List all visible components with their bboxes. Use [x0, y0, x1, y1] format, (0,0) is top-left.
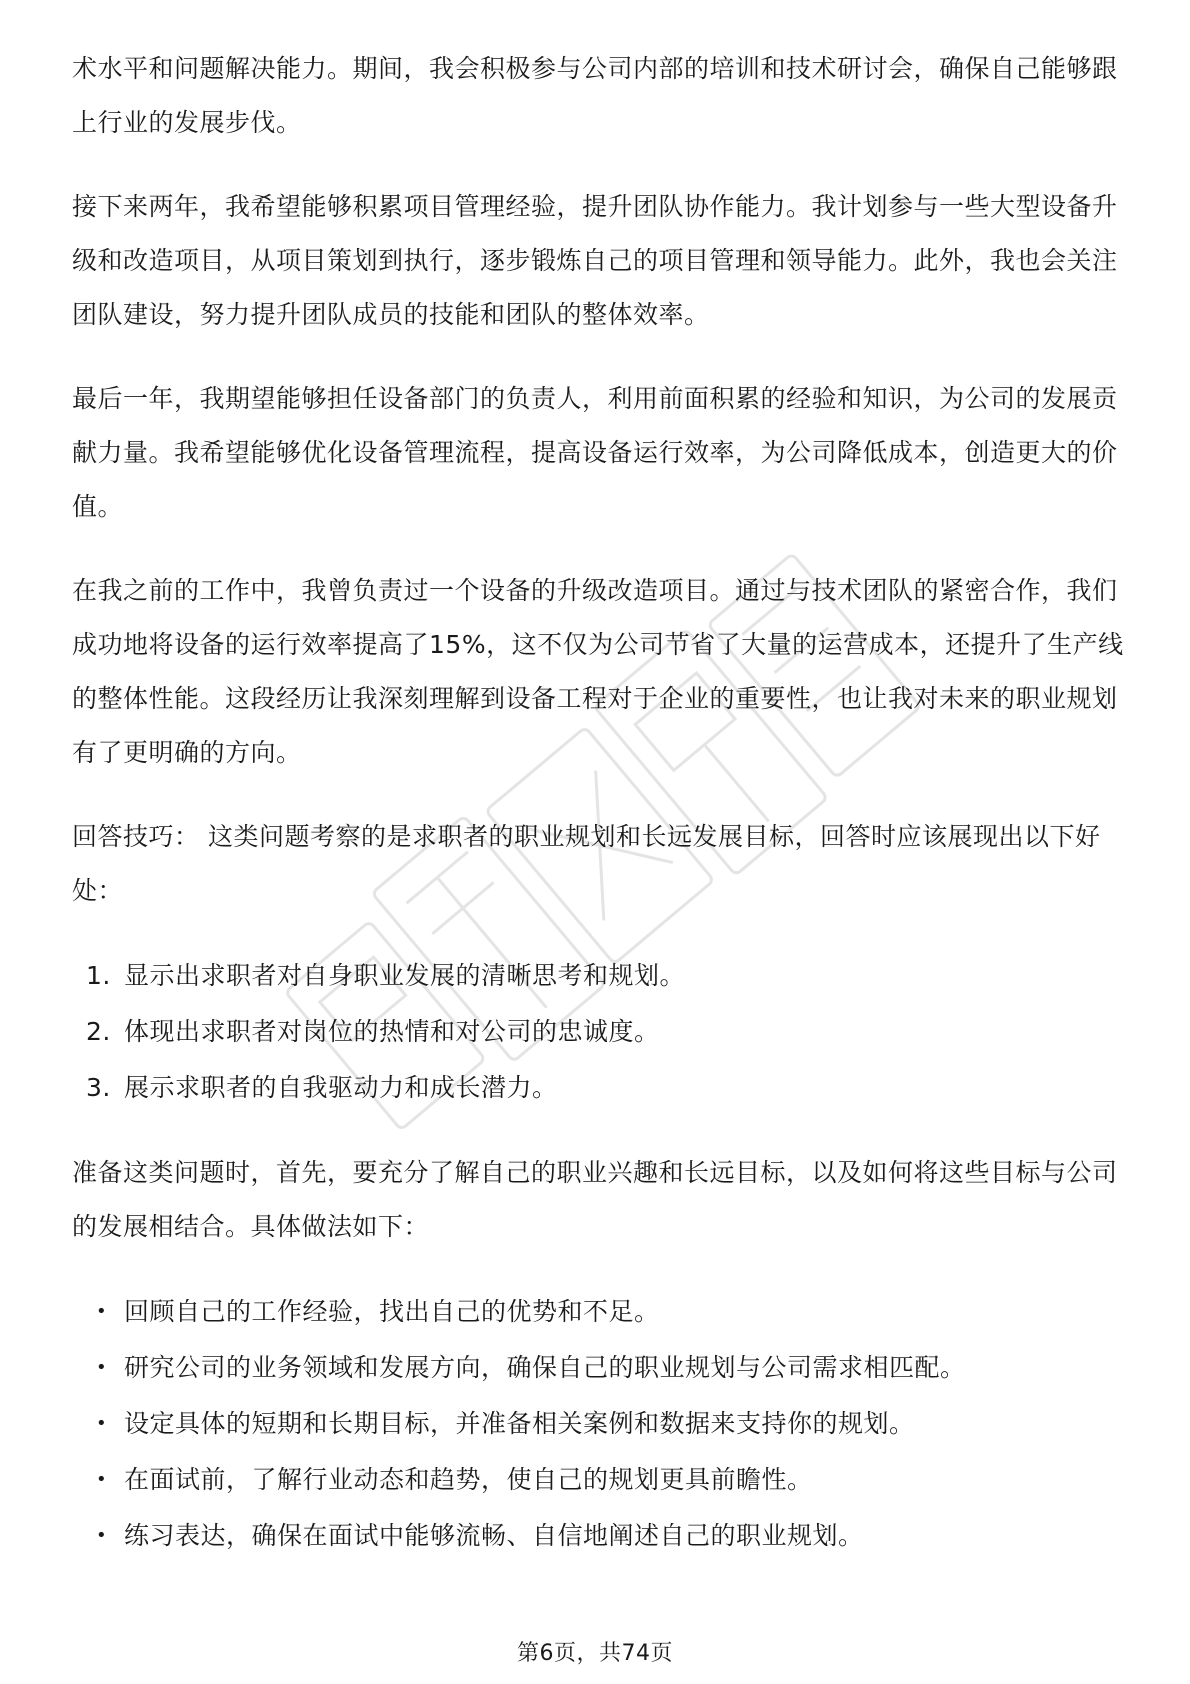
list-item-text: 设定具体的短期和长期目标，并准备相关案例和数据来支持你的规划。: [124, 1409, 915, 1438]
answer-tips-paragraph: 回答技巧： 这类问题考察的是求职者的职业规划和长远发展目标，回答时应该展现出以下好处：: [72, 822, 1101, 905]
numbered-list: [72, 948, 1128, 1116]
paragraph: 准备这类问题时，首先，要充分了解自己的职业兴趣和长远目标，以及如何将这些目标与公司的发展相结合。具体做法如下：: [72, 1158, 1118, 1241]
list-item: [72, 1452, 1128, 1508]
list-item-text: 在面试前，了解行业动态和趋势，使自己的规划更具前瞻性。: [124, 1465, 813, 1494]
bullet-icon: •: [96, 1525, 108, 1546]
bullet-icon: •: [96, 1357, 108, 1378]
list-item-text: 展示求职者的自我驱动力和成长潜力。: [124, 1073, 558, 1102]
paragraph: 术水平和问题解决能力。期间，我会积极参与公司内部的培训和技术研讨会，确保自己能够跟上行业的发展步伐。: [72, 54, 1118, 137]
paragraph: 接下来两年，我希望能够积累项目管理经验，提升团队协作能力。我计划参与一些大型设备升级和改造项目，从项目策划到执行，逐步锻炼自己的项目管理和领导能力。此外，我也会关注团队建设，努力提升团队成员的技能和团队的整体效率。: [72, 192, 1118, 329]
bullet-icon: •: [96, 1469, 108, 1490]
list-item-text: 体现出求职者对岗位的热情和对公司的忠诚度。: [124, 1017, 660, 1046]
page-content: [72, 42, 1128, 1594]
list-item: [72, 1396, 1128, 1452]
bullet-icon: •: [96, 1301, 108, 1322]
list-number: 3.: [86, 1073, 111, 1102]
paragraph: 最后一年，我期望能够担任设备部门的负责人，利用前面积累的经验和知识，为公司的发展贡献力量。我希望能够优化设备管理流程，提高设备运行效率，为公司降低成本，创造更大的价值。: [72, 384, 1118, 521]
page-number: 第6页，共74页: [517, 1641, 673, 1666]
list-number: 1.: [86, 961, 111, 990]
list-item: [72, 1004, 1128, 1060]
list-item-text: 回顾自己的工作经验，找出自己的优势和不足。: [124, 1297, 660, 1326]
bullet-list: [72, 1284, 1128, 1564]
bullet-icon: •: [96, 1413, 108, 1434]
list-item: [72, 948, 1128, 1004]
paragraph: 在我之前的工作中，我曾负责过一个设备的升级改造项目。通过与技术团队的紧密合作，我们成功地将设备的运行效率提高了15%，这不仅为公司节省了大量的运营成本，还提升了生产线的整体性能。这段经历让我深刻理解到设备工程对于企业的重要性，也让我对未来的职业规划有了更明确的方向。: [72, 576, 1124, 767]
list-item-text: 研究公司的业务领域和发展方向，确保自己的职业规划与公司需求相匹配。: [124, 1353, 966, 1382]
list-item: [72, 1508, 1128, 1564]
list-item-text: 练习表达，确保在面试中能够流畅、自信地阐述自己的职业规划。: [124, 1521, 864, 1550]
list-item: [72, 1060, 1128, 1116]
list-item-text: 显示出求职者对自身职业发展的清晰思考和规划。: [124, 961, 686, 990]
list-number: 2.: [86, 1017, 111, 1046]
list-item: [72, 1340, 1128, 1396]
list-item: [72, 1284, 1128, 1340]
